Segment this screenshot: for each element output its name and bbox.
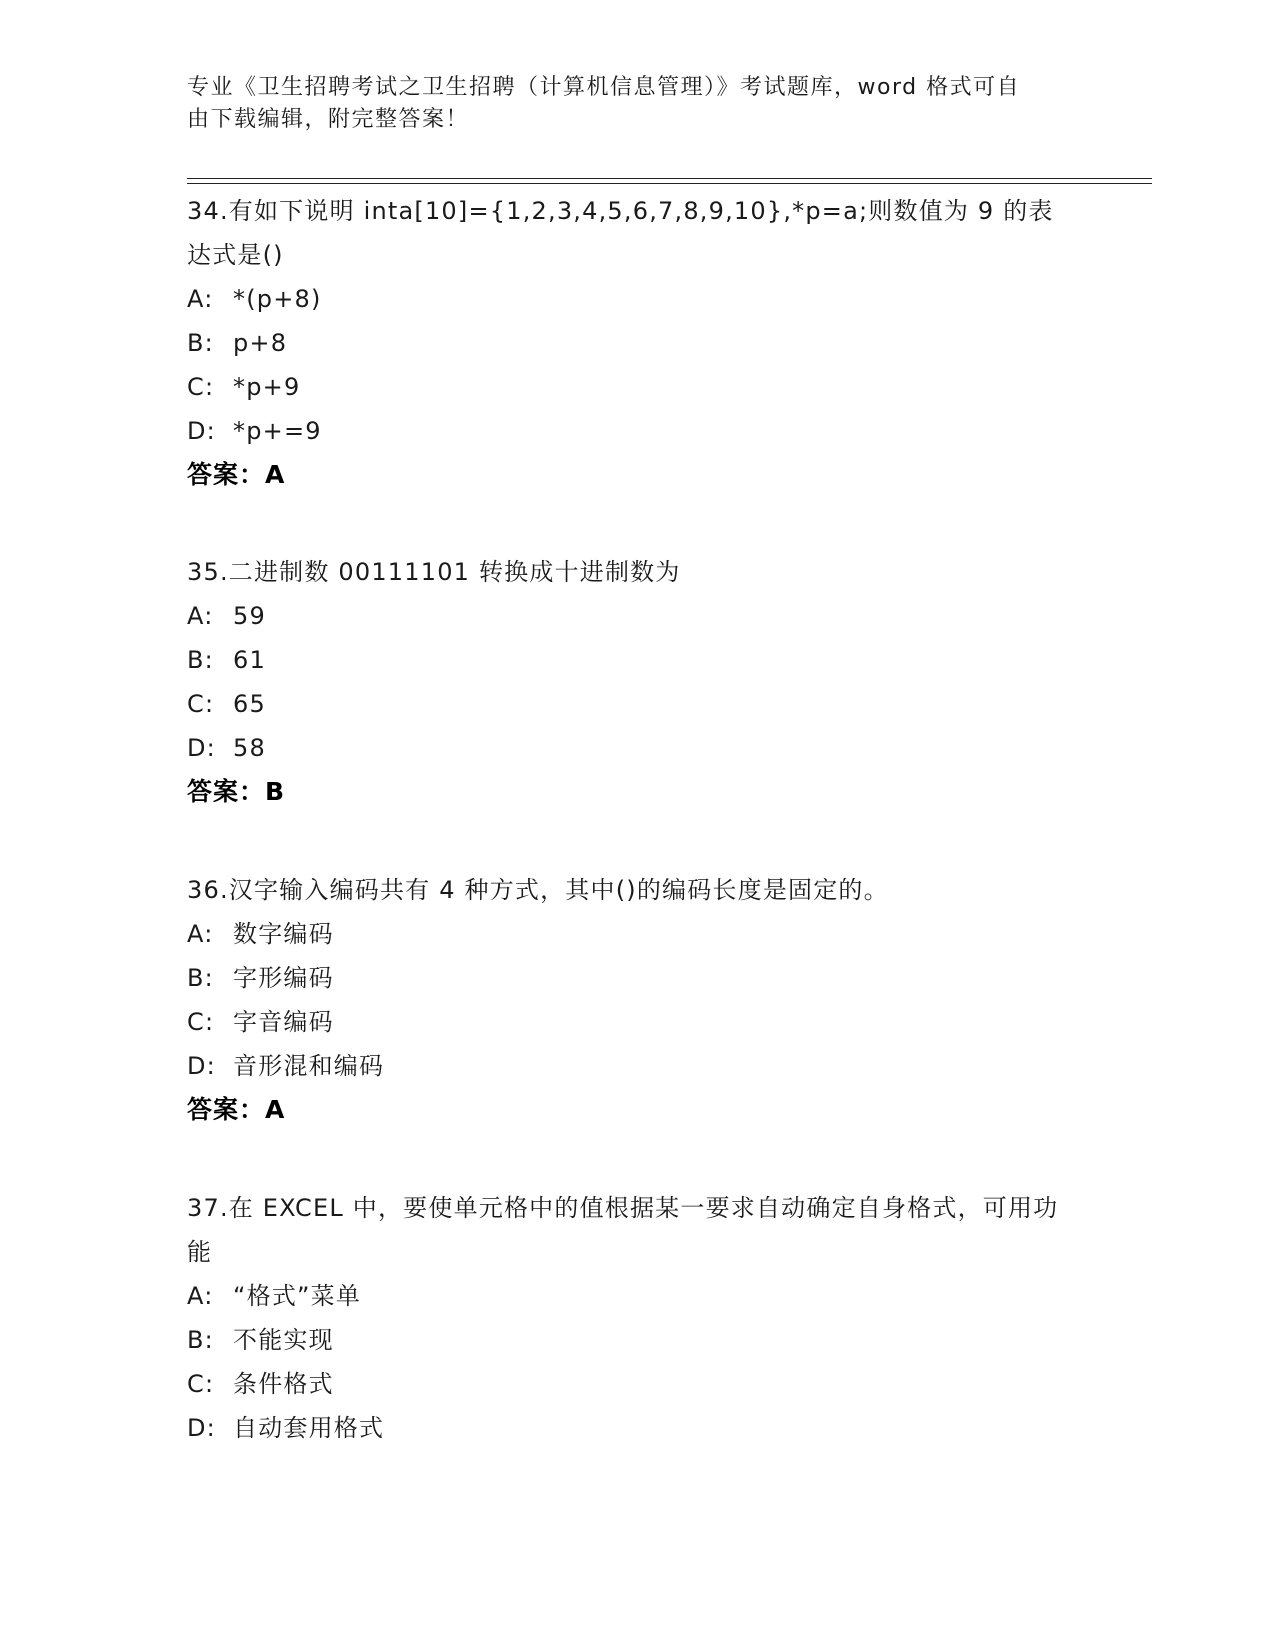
option-key: C: — [187, 373, 215, 401]
option-b — [187, 321, 1067, 365]
option-c — [187, 1362, 1067, 1406]
option-text: 58 — [233, 734, 266, 762]
header-divider — [187, 183, 1152, 184]
option-c — [187, 682, 1067, 726]
option-text: p+8 — [233, 329, 288, 357]
header-line: 由下载编辑，附完整答案！ — [187, 107, 470, 132]
question-stem: 35.二进制数 00111101 转换成十进制数为 — [187, 558, 681, 586]
option-key: B: — [187, 329, 214, 357]
answer-label: 答案：A — [187, 1095, 286, 1124]
option-key: A: — [187, 285, 214, 313]
option-text: 61 — [233, 646, 266, 674]
option-key: A: — [187, 1282, 214, 1310]
question-stem: 37.在 EXCEL 中，要使单元格中的值根据某一要求自动确定自身格式，可用功能 — [187, 1194, 1059, 1266]
option-text: 音形混和编码 — [233, 1052, 385, 1080]
question-stem: 36.汉字输入编码共有 4 种方式，其中()的编码长度是固定的。 — [187, 876, 889, 904]
option-a — [187, 594, 1067, 638]
question-block — [187, 550, 1067, 814]
option-d — [187, 1044, 1067, 1088]
option-key: C: — [187, 690, 215, 718]
header-divider — [187, 178, 1152, 179]
option-key: D: — [187, 1414, 216, 1442]
option-key: D: — [187, 1052, 216, 1080]
option-text: 65 — [233, 690, 266, 718]
document-header — [187, 72, 1067, 136]
option-text: *p+=9 — [233, 417, 322, 445]
option-d — [187, 726, 1067, 770]
option-key: C: — [187, 1370, 215, 1398]
option-d — [187, 409, 1067, 453]
option-text: 自动套用格式 — [233, 1414, 385, 1442]
option-text: *(p+8) — [233, 285, 322, 313]
option-key: D: — [187, 417, 216, 445]
option-key: A: — [187, 602, 214, 630]
option-key: D: — [187, 734, 216, 762]
option-text: “格式”菜单 — [233, 1282, 362, 1310]
option-key: C: — [187, 1008, 215, 1036]
option-c — [187, 1000, 1067, 1044]
option-key: A: — [187, 920, 214, 948]
answer-label: 答案：B — [187, 777, 286, 806]
question-block — [187, 1186, 1067, 1450]
option-text: *p+9 — [233, 373, 301, 401]
option-key: B: — [187, 964, 214, 992]
option-d — [187, 1406, 1067, 1450]
option-text: 数字编码 — [233, 920, 334, 948]
answer-label: 答案：A — [187, 460, 286, 489]
option-a — [187, 912, 1067, 956]
option-key: B: — [187, 646, 214, 674]
option-a — [187, 277, 1067, 321]
option-b — [187, 956, 1067, 1000]
option-text: 字形编码 — [233, 964, 334, 992]
option-text: 不能实现 — [233, 1326, 334, 1354]
question-stem: 34.有如下说明 inta[10]={1,2,3,4,5,6,7,8,9,10},*p=a;则数值为 9 的表达式是() — [187, 197, 1054, 269]
option-text: 字音编码 — [233, 1008, 334, 1036]
question-block — [187, 189, 1067, 497]
option-b — [187, 638, 1067, 682]
option-key: B: — [187, 1326, 214, 1354]
option-b — [187, 1318, 1067, 1362]
option-text: 59 — [233, 602, 266, 630]
option-c — [187, 365, 1067, 409]
header-line: 专业《卫生招聘考试之卫生招聘（计算机信息管理）》考试题库，word 格式可自 — [187, 75, 1021, 100]
option-text: 条件格式 — [233, 1370, 334, 1398]
question-block — [187, 868, 1067, 1132]
option-a — [187, 1274, 1067, 1318]
